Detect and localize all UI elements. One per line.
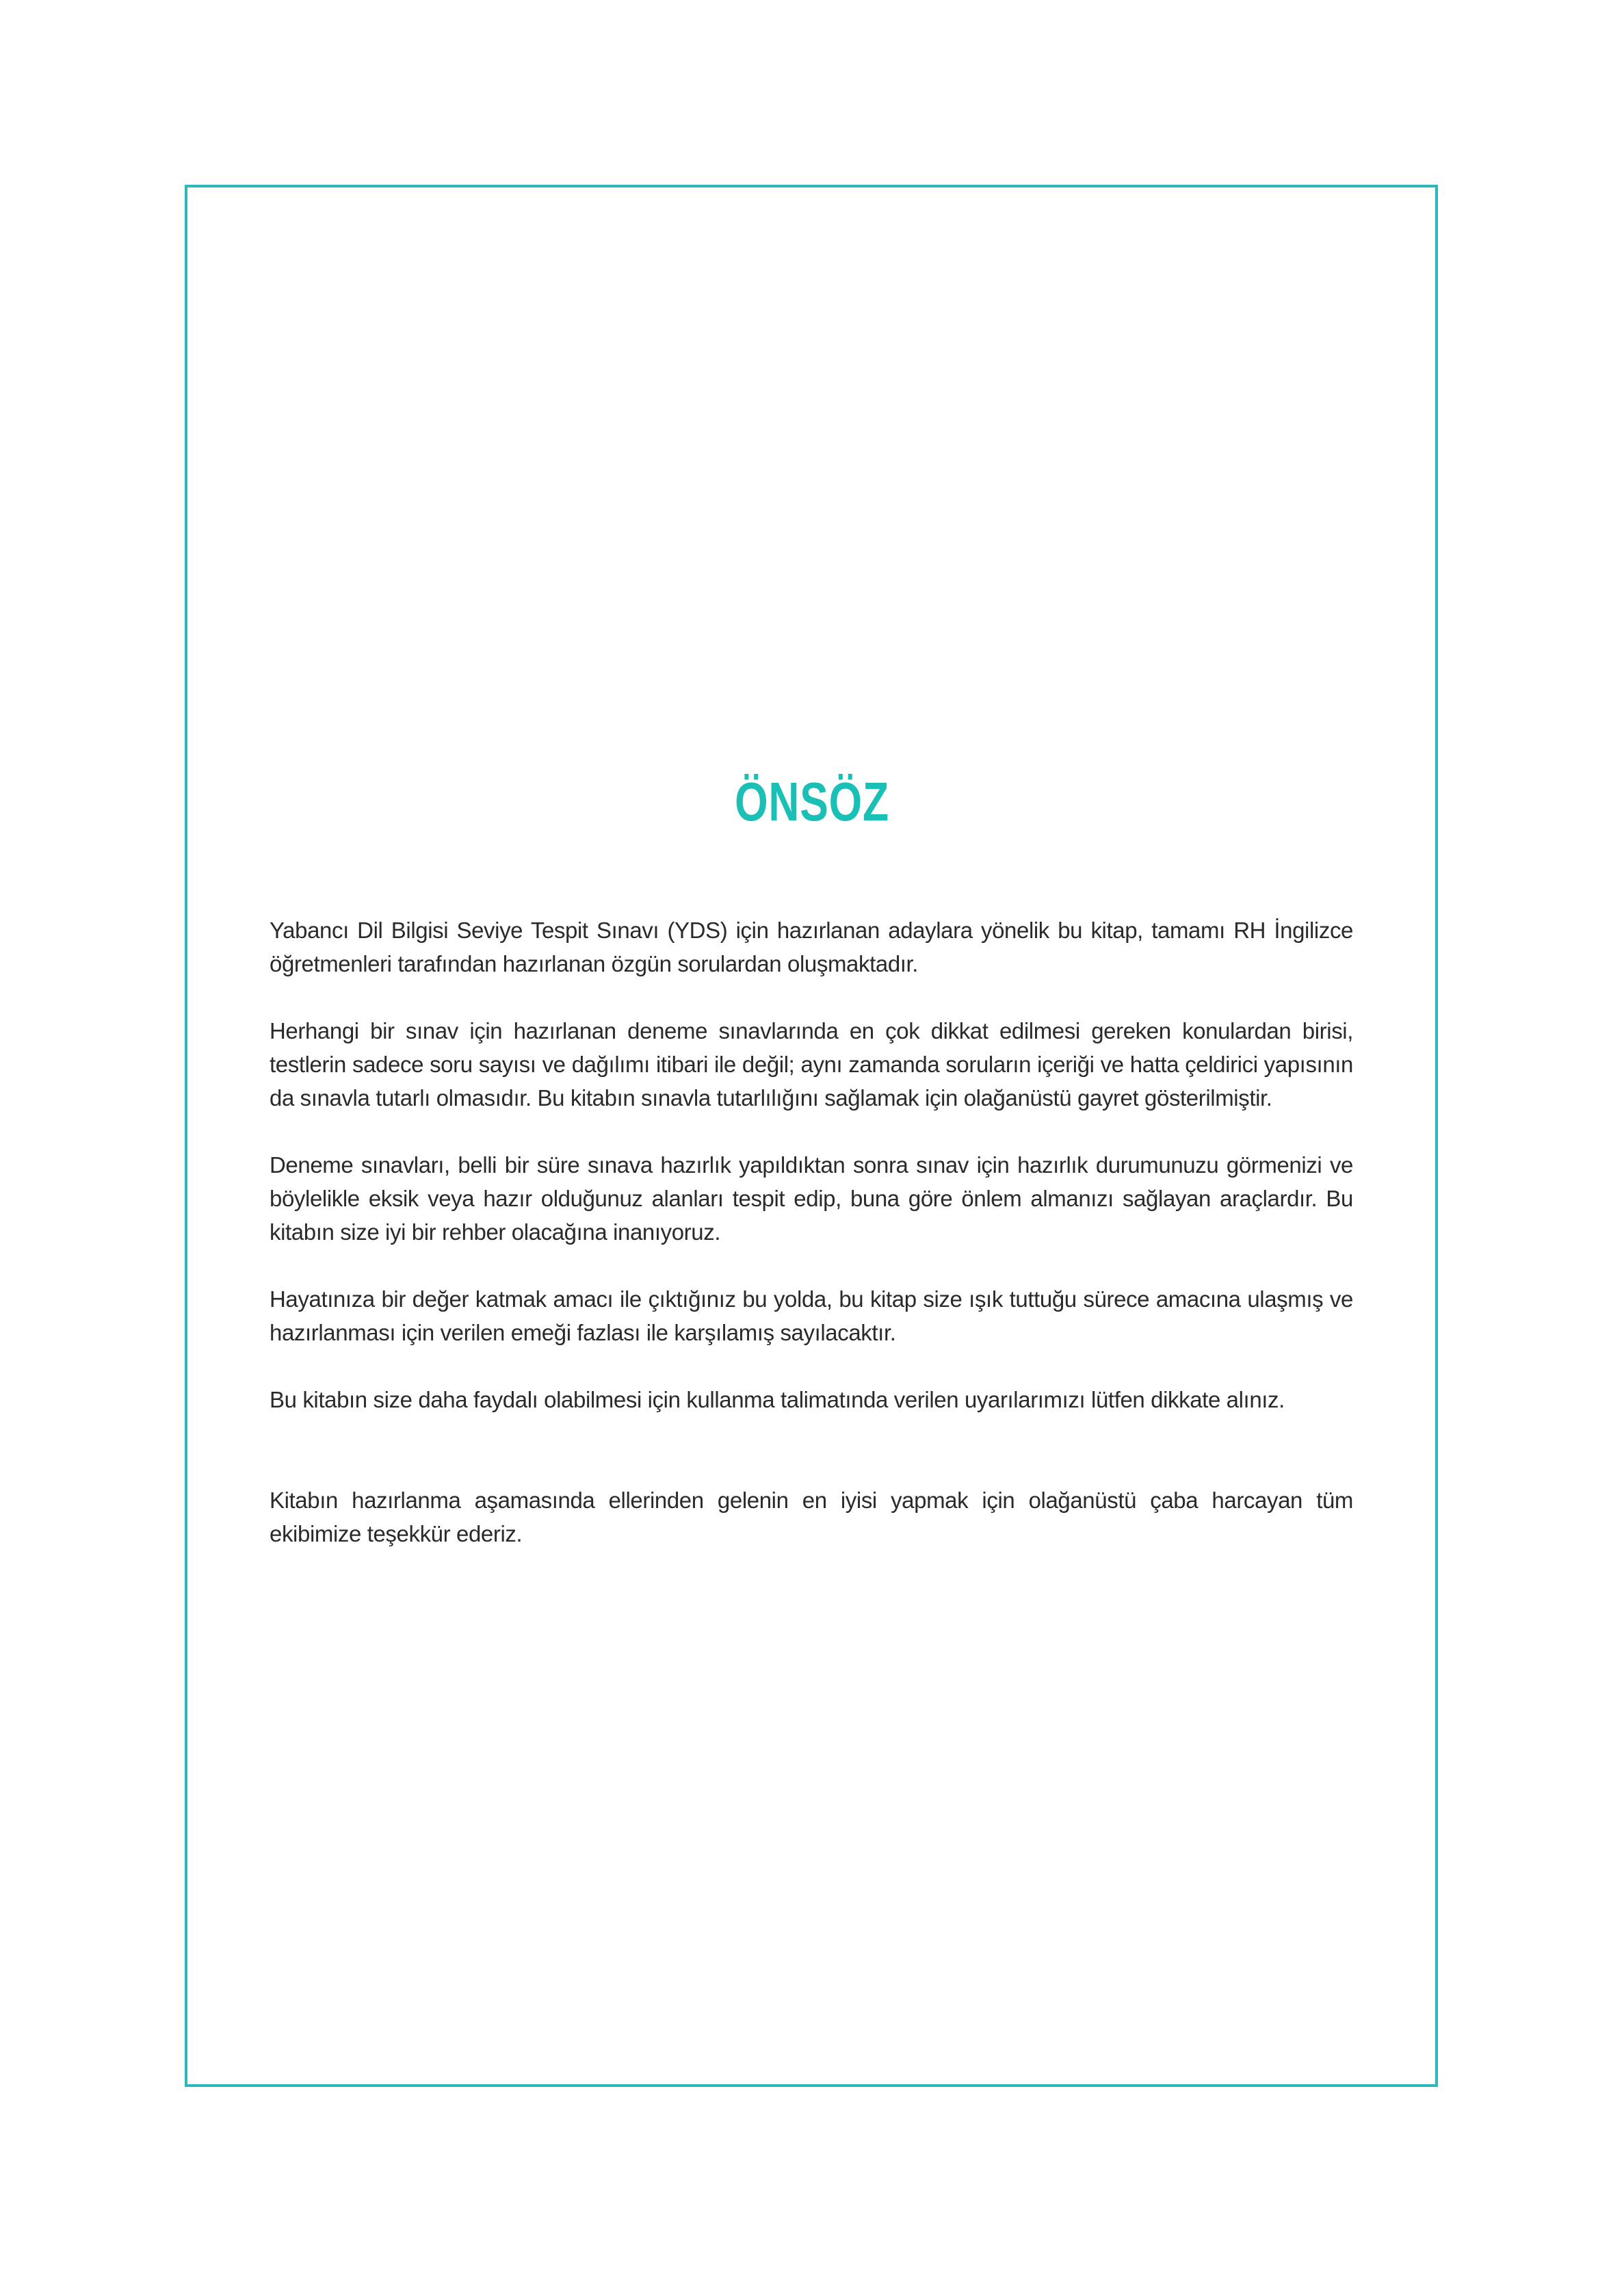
paragraph-purpose: Hayatınıza bir değer katmak amacı ile çıktığınız bu yolda, bu kitap size ışık tuttuğu sürece amacına ulaşmış ve hazırlanması için verilen emeği fazlası ile karşılamış sayılacaktır.	[270, 1286, 1353, 1345]
paragraph-instructions-note: Bu kitabın size daha faydalı olabilmesi için kullanma talimatında verilen uyarılarımızı lütfen dikkate alınız.	[270, 1387, 1285, 1412]
page-title: ÖNSÖZ	[735, 771, 889, 832]
paragraph-intro: Yabancı Dil Bilgisi Seviye Tespit Sınavı (YDS) için hazırlanan adaylara yönelik bu kitap, tamamı RH İngilizce öğretmenleri tarafından hazırlanan özgün sorulardan oluşmaktadır.	[270, 918, 1353, 976]
paragraph-practice-exams: Deneme sınavları, belli bir süre sınava hazırlık yapıldıktan sonra sınav için hazırlık durumunuzu görmenizi ve böylelikle eksik veya hazır olduğunuz alanları tespit edip, buna göre önlem almanızı sağlayan araçlardır. Bu kitabın size iyi bir rehber olacağına inanıyoruz.	[270, 1152, 1353, 1245]
paragraph-acknowledgement: Kitabın hazırlanma aşamasında ellerinden gelenin en iyisi yapmak için olağanüstü çaba harcayan tüm ekibimize teşekkür ederiz.	[270, 1488, 1353, 1546]
paragraph-consistency: Herhangi bir sınav için hazırlanan deneme sınavlarında en çok dikkat edilmesi gereken konulardan birisi, testlerin sadece soru sayısı ve dağılımı itibari ile değil; aynı zamanda soruların içeriği ve hatta çeldirici yapısının da sınavla tutarlı olmasıdır. Bu kitabın sınavla tutarlılığını sağlamak için olağanüstü gayret gösterilmiştir.	[270, 1018, 1353, 1111]
preface-body	[270, 913, 1353, 1550]
